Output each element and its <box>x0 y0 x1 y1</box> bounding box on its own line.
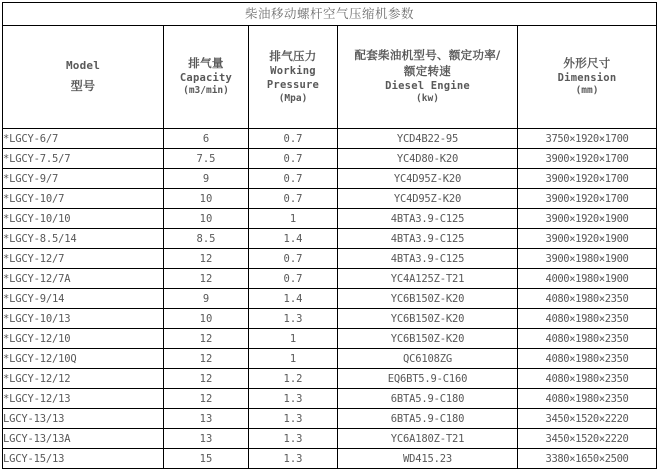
cell-pressure: 0.7 <box>249 269 338 289</box>
cell-dimension: 3380×1650×2500 <box>518 449 657 469</box>
header-pressure-en-line1: Working <box>270 65 316 78</box>
table-body <box>3 129 657 469</box>
header-pressure-en-line2: Pressure <box>266 79 320 92</box>
cell-pressure: 0.7 <box>249 129 338 149</box>
specification-table <box>2 2 657 469</box>
cell-engine: EQ6BT5.9-C160 <box>338 369 518 389</box>
cell-capacity: 13 <box>164 429 249 449</box>
cell-pressure: 1.2 <box>249 369 338 389</box>
table-row <box>3 169 657 189</box>
cell-dimension: 4080×1980×2350 <box>518 329 657 349</box>
cell-engine: 6BTA5.9-C180 <box>338 409 518 429</box>
cell-capacity: 12 <box>164 269 249 289</box>
cell-engine: YC4D95Z-K20 <box>338 169 518 189</box>
header-pressure-unit: (Mpa) <box>278 92 308 104</box>
page-title: 柴油移动螺杆空气压缩机参数 <box>3 3 657 26</box>
cell-pressure: 1.3 <box>249 449 338 469</box>
cell-capacity: 13 <box>164 409 249 429</box>
cell-engine: 4BTA3.9-C125 <box>338 249 518 269</box>
cell-pressure: 1 <box>249 329 338 349</box>
cell-engine: YC6A180Z-T21 <box>338 429 518 449</box>
table-header-row <box>3 26 657 129</box>
cell-capacity: 9 <box>164 289 249 309</box>
table-row <box>3 129 657 149</box>
table-row <box>3 229 657 249</box>
cell-dimension: 3900×1920×1900 <box>518 229 657 249</box>
cell-capacity: 9 <box>164 169 249 189</box>
cell-engine: 6BTA5.9-C180 <box>338 389 518 409</box>
table-row <box>3 189 657 209</box>
cell-dimension: 3900×1920×1700 <box>518 189 657 209</box>
cell-dimension: 4080×1980×2350 <box>518 369 657 389</box>
header-engine-cn-line1: 配套柴油机型号、额定功率/ <box>354 47 501 62</box>
cell-model: *LGCY-12/13 <box>3 389 164 409</box>
cell-capacity: 10 <box>164 189 249 209</box>
header-capacity-cn: 排气量 <box>188 55 224 70</box>
table-row <box>3 209 657 229</box>
cell-model: *LGCY-12/12 <box>3 369 164 389</box>
cell-engine: YCD4B22-95 <box>338 129 518 149</box>
cell-model: *LGCY-9/7 <box>3 169 164 189</box>
header-dimension-unit: (mm) <box>575 85 599 97</box>
cell-pressure: 1.4 <box>249 229 338 249</box>
cell-capacity: 10 <box>164 209 249 229</box>
cell-engine: QC6108ZG <box>338 349 518 369</box>
cell-model: LGCY-15/13 <box>3 449 164 469</box>
header-capacity-unit: (m3/min) <box>183 85 229 97</box>
cell-engine: YC6B150Z-K20 <box>338 309 518 329</box>
cell-model: *LGCY-7.5/7 <box>3 149 164 169</box>
cell-engine: YC6B150Z-K20 <box>338 329 518 349</box>
cell-engine: YC4D95Z-K20 <box>338 189 518 209</box>
cell-pressure: 1.3 <box>249 409 338 429</box>
cell-dimension: 3750×1920×1700 <box>518 129 657 149</box>
header-cell-engine <box>338 26 518 129</box>
header-dimension-cn: 外形尺寸 <box>563 55 611 70</box>
cell-capacity: 12 <box>164 349 249 369</box>
cell-capacity: 15 <box>164 449 249 469</box>
cell-pressure: 1.4 <box>249 289 338 309</box>
cell-engine: WD415.23 <box>338 449 518 469</box>
cell-dimension: 3900×1920×1900 <box>518 209 657 229</box>
cell-engine: 4BTA3.9-C125 <box>338 229 518 249</box>
cell-model: LGCY-13/13 <box>3 409 164 429</box>
cell-model: LGCY-13/13A <box>3 429 164 449</box>
cell-engine: YC6B150Z-K20 <box>338 289 518 309</box>
cell-pressure: 1.3 <box>249 389 338 409</box>
cell-model: *LGCY-12/10 <box>3 329 164 349</box>
cell-capacity: 7.5 <box>164 149 249 169</box>
table-row <box>3 149 657 169</box>
cell-pressure: 0.7 <box>249 149 338 169</box>
cell-pressure: 0.7 <box>249 249 338 269</box>
cell-dimension: 4080×1980×2350 <box>518 389 657 409</box>
header-model-cn: 型号 <box>70 79 96 94</box>
cell-capacity: 8.5 <box>164 229 249 249</box>
header-cell-capacity <box>164 26 249 129</box>
cell-capacity: 6 <box>164 129 249 149</box>
table-title-row <box>3 3 657 26</box>
cell-model: *LGCY-10/13 <box>3 309 164 329</box>
cell-dimension: 3900×1920×1700 <box>518 169 657 189</box>
header-engine-unit: (kw) <box>416 93 439 105</box>
cell-pressure: 1.3 <box>249 309 338 329</box>
cell-model: *LGCY-10/7 <box>3 189 164 209</box>
table-row <box>3 449 657 469</box>
cell-model: *LGCY-8.5/14 <box>3 229 164 249</box>
cell-capacity: 12 <box>164 329 249 349</box>
table-row <box>3 409 657 429</box>
table-row <box>3 329 657 349</box>
cell-capacity: 12 <box>164 249 249 269</box>
cell-pressure: 1 <box>249 209 338 229</box>
table-row <box>3 269 657 289</box>
table-row <box>3 249 657 269</box>
cell-pressure: 1.3 <box>249 429 338 449</box>
cell-dimension: 4080×1980×2350 <box>518 289 657 309</box>
header-cell-model <box>3 26 164 129</box>
cell-dimension: 4000×1980×1900 <box>518 269 657 289</box>
table-row <box>3 309 657 329</box>
cell-model: *LGCY-6/7 <box>3 129 164 149</box>
cell-pressure: 0.7 <box>249 189 338 209</box>
cell-model: *LGCY-10/10 <box>3 209 164 229</box>
cell-capacity: 10 <box>164 309 249 329</box>
table-row <box>3 429 657 449</box>
table-row <box>3 349 657 369</box>
table-row <box>3 389 657 409</box>
cell-dimension: 4080×1980×2350 <box>518 309 657 329</box>
header-pressure-cn: 排气压力 <box>269 48 317 63</box>
cell-model: *LGCY-12/7 <box>3 249 164 269</box>
header-engine-cn-line2: 额定转速 <box>403 63 452 78</box>
cell-dimension: 3450×1520×2220 <box>518 409 657 429</box>
cell-pressure: 0.7 <box>249 169 338 189</box>
cell-model: *LGCY-12/10Q <box>3 349 164 369</box>
header-dimension-en: Dimension <box>557 72 617 85</box>
header-engine-en: Diesel Engine <box>385 80 470 93</box>
cell-dimension: 3450×1520×2220 <box>518 429 657 449</box>
cell-model: *LGCY-12/7A <box>3 269 164 289</box>
cell-engine: 4BTA3.9-C125 <box>338 209 518 229</box>
cell-capacity: 12 <box>164 369 249 389</box>
cell-dimension: 4080×1980×2350 <box>518 349 657 369</box>
table-row <box>3 369 657 389</box>
table-row <box>3 289 657 309</box>
header-capacity-en: Capacity <box>179 72 233 85</box>
header-cell-dimension <box>518 26 657 129</box>
cell-dimension: 3900×1980×1900 <box>518 249 657 269</box>
cell-model: *LGCY-9/14 <box>3 289 164 309</box>
cell-pressure: 1 <box>249 349 338 369</box>
cell-capacity: 12 <box>164 389 249 409</box>
header-model-en: Model <box>65 59 101 73</box>
cell-engine: YC4A125Z-T21 <box>338 269 518 289</box>
cell-engine: YC4D80-K20 <box>338 149 518 169</box>
cell-dimension: 3900×1920×1700 <box>518 149 657 169</box>
header-cell-pressure <box>249 26 338 129</box>
